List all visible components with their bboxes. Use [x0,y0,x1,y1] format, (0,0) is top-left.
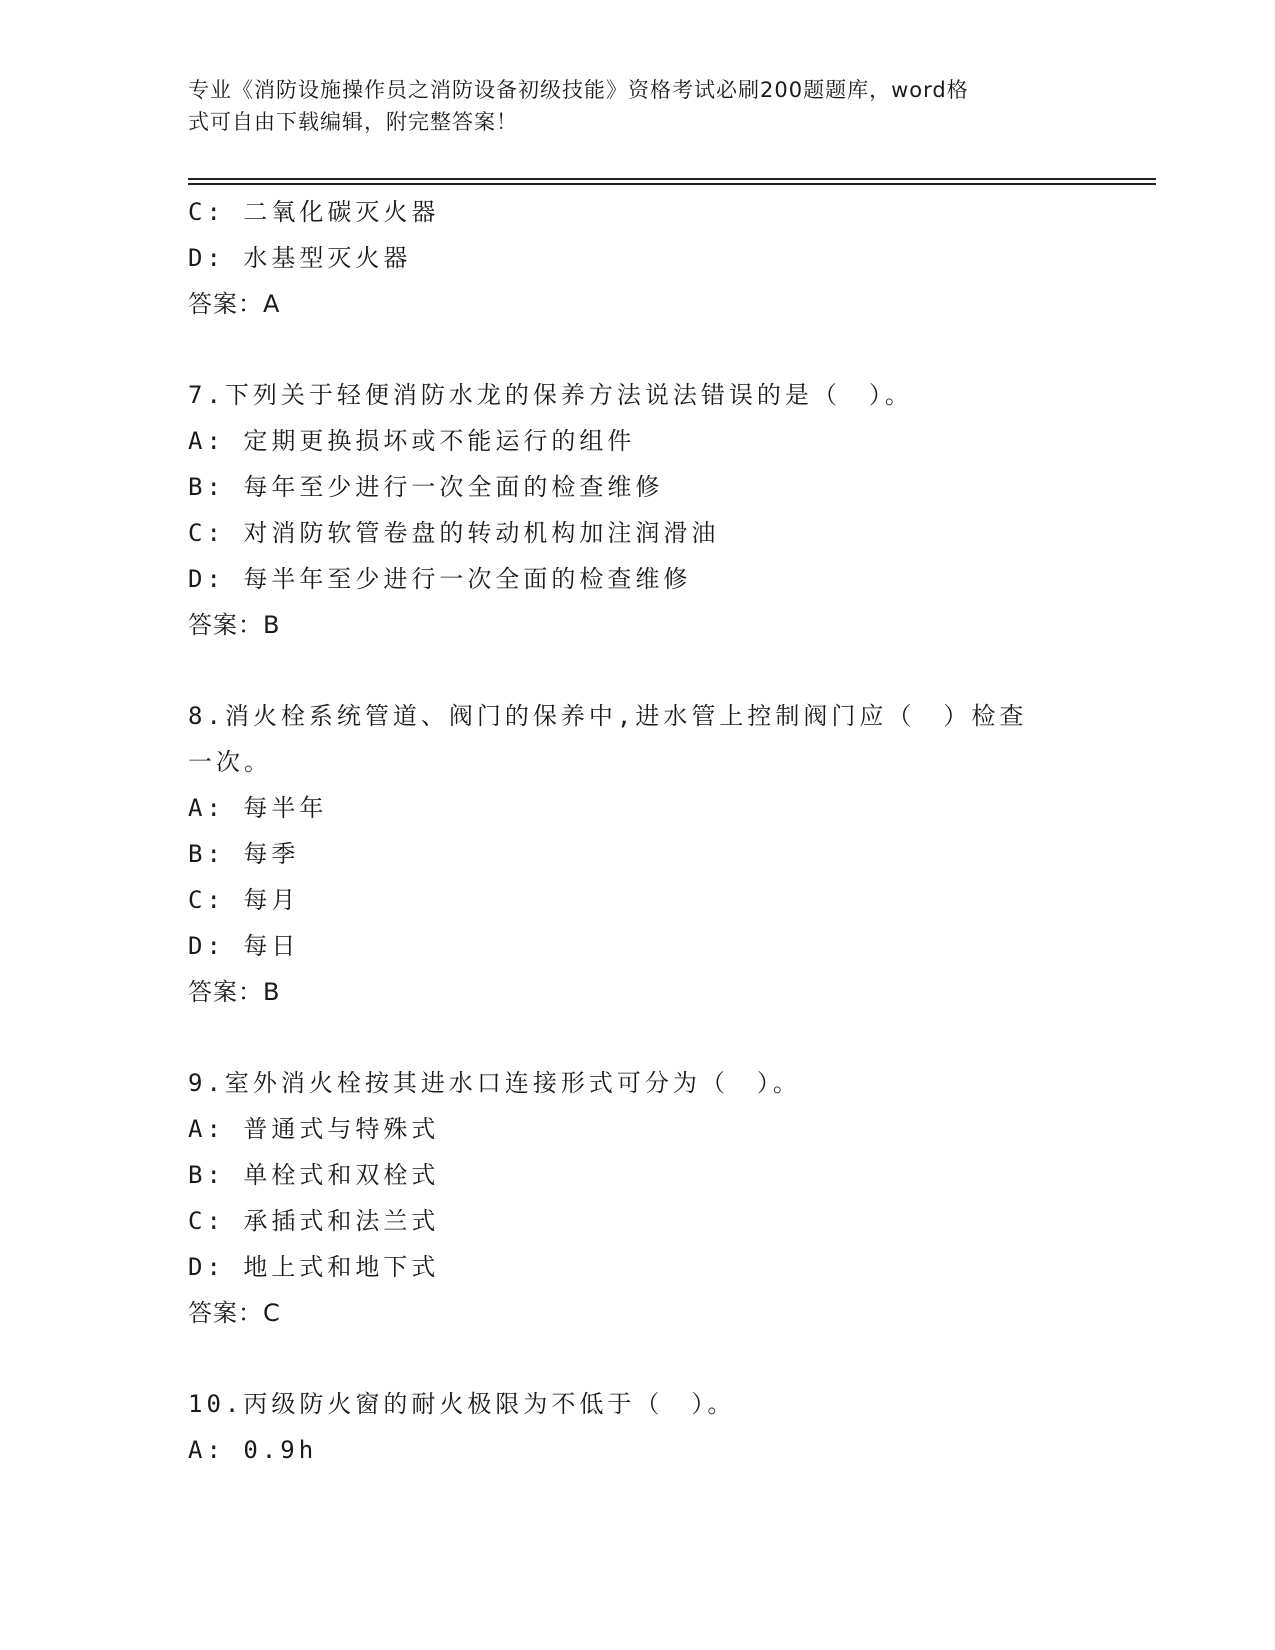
answer-text: 答案：C [188,1299,281,1327]
option-c: C: 每月 [188,886,300,914]
option-d: D: 水基型灭火器 [188,244,412,272]
question-9 [188,1060,1088,1336]
option-a: A: 普通式与特殊式 [188,1115,440,1143]
question-7 [188,372,1088,648]
answer-text: 答案：A [188,290,281,318]
spacer [188,1336,1088,1381]
answer-text: 答案：B [188,978,281,1006]
question-stem: 10.丙级防火窗的耐火极限为不低于（ ）。 [188,1390,736,1418]
question-8 [188,693,1088,1015]
option-b: B: 单栓式和双栓式 [188,1161,440,1189]
spacer [188,1015,1088,1060]
question-list [188,189,1088,1473]
question-10 [188,1381,1088,1473]
option-a: A: 定期更换损坏或不能运行的组件 [188,427,636,455]
spacer [188,327,1088,372]
option-b: B: 每年至少进行一次全面的检查维修 [188,473,664,501]
option-c: C: 对消防软管卷盘的转动机构加注润滑油 [188,519,720,547]
header-divider-top [188,178,1156,180]
option-a: A: 每半年 [188,794,328,822]
option-c: C: 承插式和法兰式 [188,1207,440,1235]
option-c: C: 二氧化碳灭火器 [188,198,440,226]
question-stem: 7.下列关于轻便消防水龙的保养方法说法错误的是（ ）。 [188,381,913,409]
option-d: D: 地上式和地下式 [188,1253,440,1281]
question-6-tail [188,189,1088,327]
answer-text: 答案：B [188,611,281,639]
spacer [188,648,1088,693]
option-d: D: 每半年至少进行一次全面的检查维修 [188,565,692,593]
question-stem: 8.消火栓系统管道、阀门的保养中,进水管上控制阀门应（ ）检查一次。 [188,702,1028,776]
header-line-2: 式可自由下载编辑，附完整答案！ [188,110,518,134]
option-a: A: 0.9h [188,1436,318,1464]
option-b: B: 每季 [188,840,300,868]
question-stem: 9.室外消火栓按其进水口连接形式可分为（ ）。 [188,1069,801,1097]
document-header [188,74,1068,138]
option-d: D: 每日 [188,932,300,960]
header-divider-bottom [188,183,1156,185]
header-line-1: 专业《消防设施操作员之消防设备初级技能》资格考试必刷200题题库，word格 [188,78,969,102]
